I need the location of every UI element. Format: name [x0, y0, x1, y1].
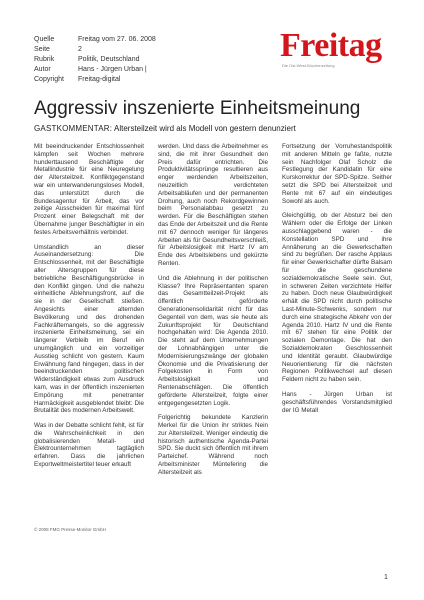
article-kicker: GASTKOMMENTAR:	[34, 124, 113, 133]
meta-row	[34, 75, 156, 85]
article-headline: Aggressiv inszenierte Einheitsmeinung	[34, 98, 361, 119]
meta-value: Politik, Deutschland	[78, 56, 140, 63]
meta-value: 2	[78, 46, 82, 53]
source-meta-table	[34, 35, 156, 85]
meta-value: Freitag-digital	[78, 76, 121, 83]
copyright-notice: © 2008 FMG Presse-Monitor GmbH	[34, 527, 106, 532]
paragraph: Was in der Debatte schlicht fehlt, ist für die Wahrscheinlichkeit in den globalisierenden Metall- und Elektrounternehmen tagtäglich erfahren. Dass die jahrlichen Exportweltmeistertitel teuer erkauft	[34, 422, 144, 469]
paragraph: Folgerichtig bekundete Kanzlerin Merkel für die Union ihr striktes Nein zur Altersteilzeit. Weniger eindeutig die historisch authentische Agenda-Partei SPD. Sie duckt sich öffentlich mit ihrem Parteichef. Während noch Arbeitsminister Müntefering die Altersteilzeit als	[158, 414, 268, 476]
meta-key: Quelle	[34, 36, 55, 43]
paragraph: Und die Ablehnung in der politischen Klasse? Ihre Repräsentanten sparen das Gesamtteilzeit-Projekt als öffentlich geförderte Generationensolidarität nicht für das Gegenteil von dem, was sie heute als Zukunftsprojekt für Deutschland hochgehalten wird: Die Agenda 2010. Die steht auf dem Unternehmungen der Lohnabhängigen unter die Modernisierungszwänge der globalen Ökonomie und die Privatisierung der Folgekosten in Form von Arbeitslosigkeit und Rentenabschlägen. Die öffentlich geförderte Altersteilzeit, folgte einer entgegengesetzten Logik.	[158, 274, 268, 407]
paragraph: Mit beeindruckender Entschlossenheit kämpfen seit Wochen mehrere hunderttausend Beschäftigte der Metallindustrie für eine Neuregelung der Altersteilzeit. Konfliktgegenstand war ein unterwanderungsloses Modell, das unterstützt durch die Bundesagentur für Arbeit, das vor zeitige Ausscheiden für maximal fünf Prozent einer Belegschaft mit der Übernahme junger Beschäftigter in ein festes Arbeitsverhältnis verbindet.	[34, 143, 144, 236]
paragraph: Umstandlich an dieser Auseinandersetzung: Die Entschlossenheit, mit der Beschäftigte aller Altersgruppen für diese betriebliche Beschäftigungsbrücke in den Konflikt gingen. Und die nahezu einheitliche Ablehnungsfront, auf die sie in der Gesellschaft stießen. Angesichts einer alternden Bevölkerung und des drohenden Fachkräftemangels, so die aggressiv inszenierte Einheitsmeinung, sei ein längerer Verbleib im Beruf ein unumgänglich und ein vorzeitiger Ausstieg schlicht von gestern. Kaum Erwähnung fand hingegen, dass in der beeindruckenden politischen Widerständigkeit etwas zum Ausdruck kam, was in der öffentlich inszenierten Empörung mit penetranter Harmäckigkeit ausgeblendet bleibt: Die Brutalität des modernen Arbeitswelt.	[34, 243, 144, 415]
logo-wordmark: Freitag	[280, 27, 382, 64]
meta-row	[34, 65, 156, 75]
meta-value: Hans - Jürgen Urban |	[78, 66, 147, 73]
meta-row	[34, 35, 156, 45]
meta-value: Freitag vom 27. 06. 2008	[78, 36, 156, 43]
article-column-3	[282, 143, 392, 421]
author-bio: Hans - Jürgen Urban ist geschäftsführendes Vorstandsmitglied der IG Metall	[282, 390, 392, 414]
meta-row	[34, 45, 156, 55]
freitag-logo	[280, 27, 392, 68]
meta-key: Autor	[34, 66, 51, 73]
article-subtitle-text: Altersteilzeit wird als Modell von gestern denunziert	[114, 124, 296, 133]
meta-key: Copyright	[34, 76, 64, 83]
logo-tagline: Die Ost-West-Wochenzeitung	[282, 63, 335, 68]
paragraph: werden. Und dass die Arbeitnehmer es sind, die mit ihrer Gesundheit den Preis dafür entrichten. Die Produktivitätssprünge resultieren aus enger werdenden Arbeitszeiten, neuzeitlich verdichteten Arbeitsabläufen und der permanenten Drohung, auch noch Rekordgewinnen beim Personalabbau gesetzt zu werden. Für die Beschäftigten stehen das Ende der Arbeitszeit und die Rente mit 67 dennoch weniger für längeres Arbeiten als für Gesundheitsverschleiß, für Arbeitslosigkeit mit Hartz IV am Ende des Arbeitslebens und gekürzte Renten.	[158, 143, 268, 267]
meta-key: Seite	[34, 46, 50, 53]
article-subtitle	[34, 124, 404, 134]
meta-row	[34, 55, 156, 65]
paragraph: Gleichgültig, ob der Absturz bei den Wählern oder die Erfolge der Linken ausschlaggebend waren - die Konstellation SPD und ihre Annäherung an die Gewerkschaften sind zu begrüßen. Der rasche Applaus für einer Gewerkschafter dürfte Balsam für die geschundene sozialdemokratische Seele sein. Gut, in schweren Zeiten verzichtete Helfer zu haben. Doch neue Glaubwürdigkeit erhält die SPD nicht durch politische Last-Minute-Schwenks, sondern nur durch eine strategische Abkehr von der Agenda 2010. Hartz IV und die Rente mit 67 stehen für eine Politik der sozialen Demontage. Die hat den Sozialdemokraten Geschlossenheit und Identität geraubt. Glaubwürdige Neuorientierung für die nächsten Regionen Politikwechsel auf diesen Feldern nicht zu haben sein.	[282, 212, 392, 384]
page-number: 1	[384, 574, 388, 581]
meta-key: Rubrik	[34, 56, 55, 63]
article-column-1	[34, 143, 144, 476]
paragraph: Fortsetzung der Vorruhestandspolitik mit anderen Mitteln ge faßte, nutzte sein Nachfolger Olaf Scholz die Festlegung der Kandidatin für eine Kurskorrektur der SPD-Spitze. Seither setzt die SPD bei Altersteilzeit und Rente mit 67 auf ein eindeutiges Sowohl als auch.	[282, 143, 392, 205]
article-column-2	[158, 143, 268, 484]
